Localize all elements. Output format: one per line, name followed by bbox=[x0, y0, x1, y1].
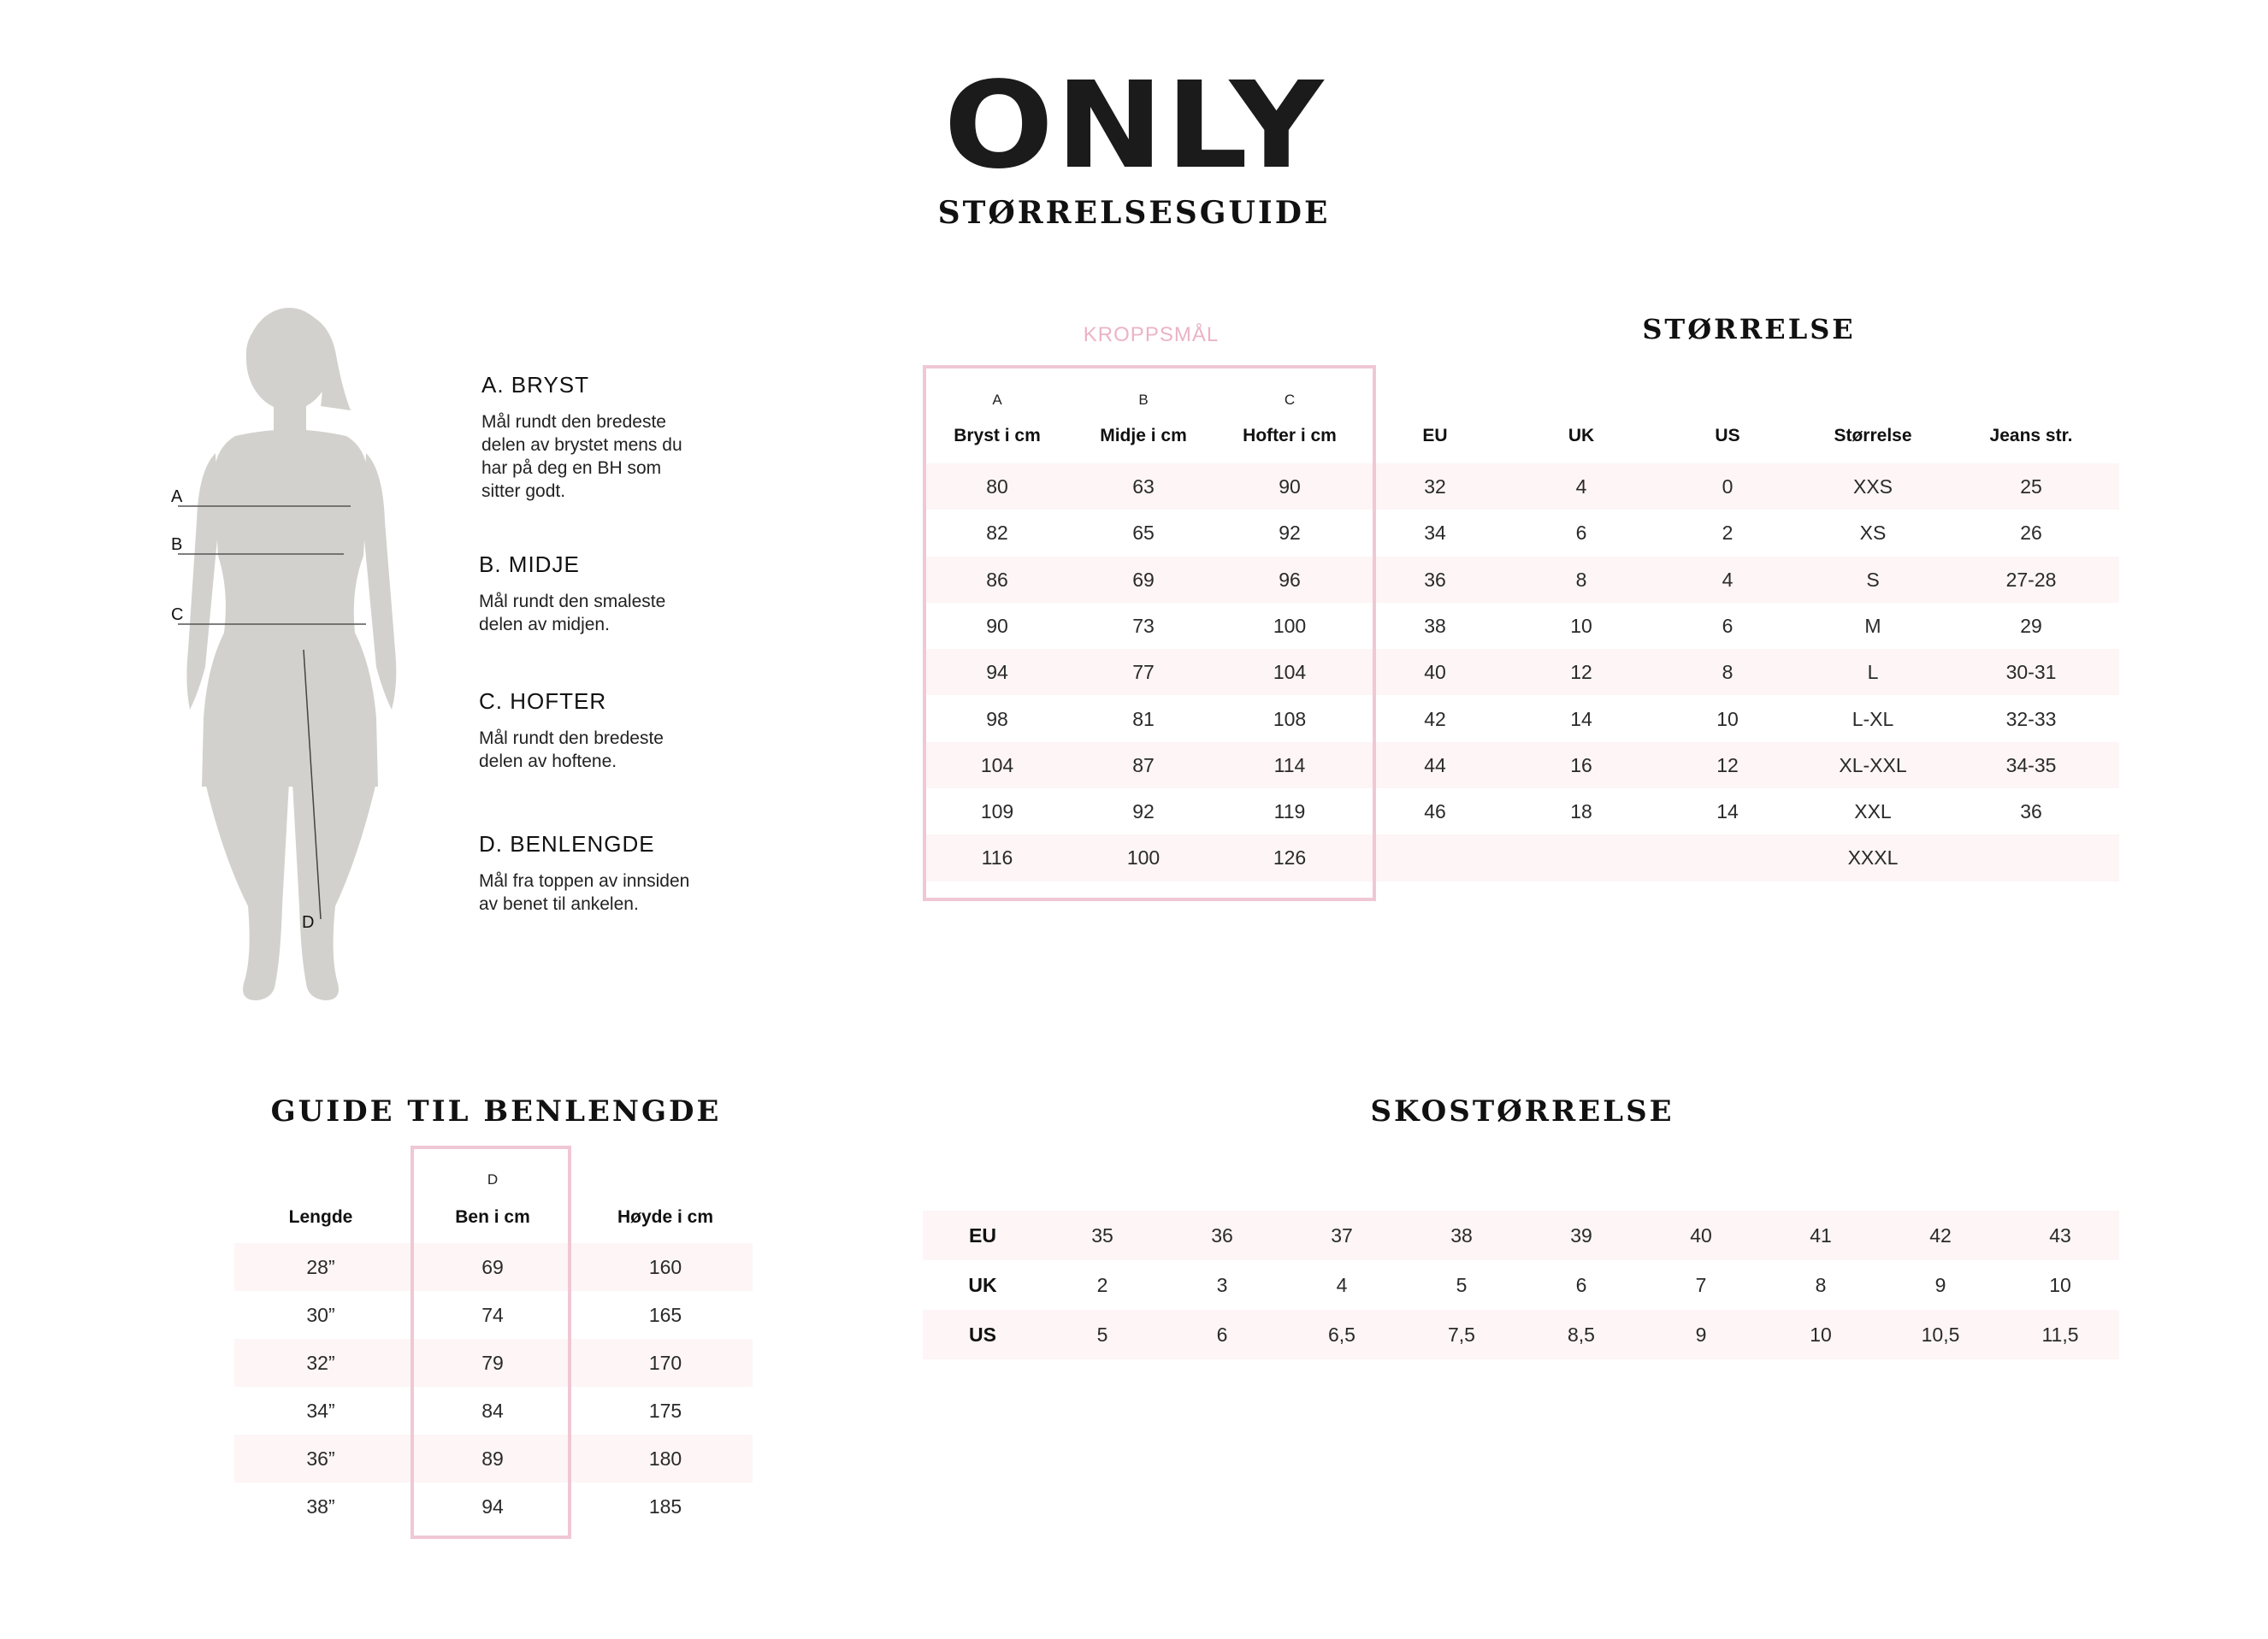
table-cell: 4 bbox=[1336, 1274, 1348, 1296]
measure-title: B. MIDJE bbox=[479, 551, 580, 577]
table-cell: 98 bbox=[986, 707, 1008, 730]
table-cell: 29 bbox=[2020, 614, 2042, 637]
table-cell: 84 bbox=[481, 1400, 504, 1422]
table-cell: 38 bbox=[1450, 1224, 1473, 1247]
table-cell: 180 bbox=[648, 1447, 682, 1470]
table-cell: 175 bbox=[648, 1400, 682, 1422]
table-cell: 39 bbox=[1570, 1224, 1592, 1247]
column-header: Høyde i cm bbox=[617, 1207, 714, 1227]
woman-silhouette-icon bbox=[186, 308, 396, 1000]
table-cell: 16 bbox=[1570, 753, 1592, 776]
table-cell: 80 bbox=[986, 475, 1008, 498]
table-cell: 6 bbox=[1575, 1274, 1587, 1296]
body-measure-label: KROPPSMÅL bbox=[1083, 323, 1220, 346]
table-cell: 41 bbox=[1810, 1224, 1832, 1247]
measure-desc-waist bbox=[479, 551, 753, 636]
table-cell: 10 bbox=[1716, 707, 1739, 730]
table-cell: 32-33 bbox=[2005, 707, 2057, 730]
table-cell: 7 bbox=[1695, 1274, 1707, 1296]
table-cell: 38” bbox=[306, 1495, 335, 1518]
table-cell: 8 bbox=[1815, 1274, 1827, 1296]
table-cell: 6,5 bbox=[1328, 1324, 1355, 1346]
table-cell: 63 bbox=[1132, 475, 1155, 498]
figure-label-d: D bbox=[302, 913, 315, 932]
column-letter: A bbox=[992, 392, 1002, 408]
figure-label-a: A bbox=[171, 487, 183, 506]
table-cell: 4 bbox=[1575, 475, 1587, 498]
column-header: US bbox=[1715, 426, 1740, 445]
table-cell: 8,5 bbox=[1568, 1324, 1595, 1346]
table-cell: 81 bbox=[1132, 707, 1155, 730]
body-silhouette-figure bbox=[154, 308, 428, 1009]
table-cell: 9 bbox=[1934, 1274, 1946, 1296]
measure-title: A. BRYST bbox=[481, 372, 590, 398]
shoe-size-title: SKOSTØRRELSE bbox=[1370, 1094, 1674, 1129]
table-cell: 126 bbox=[1273, 846, 1307, 870]
table-cell: 185 bbox=[648, 1495, 682, 1518]
measure-title: C. HOFTER bbox=[479, 688, 607, 714]
table-cell: 12 bbox=[1716, 753, 1739, 776]
table-cell: 65 bbox=[1132, 522, 1155, 545]
table-cell: 34 bbox=[1424, 522, 1446, 545]
table-cell: 100 bbox=[1126, 846, 1161, 870]
table-cell: 6 bbox=[1722, 614, 1733, 637]
table-cell: 36 bbox=[2020, 800, 2042, 823]
table-cell: 0 bbox=[1722, 475, 1733, 498]
table-cell: 114 bbox=[1273, 753, 1306, 776]
table-cell: 94 bbox=[986, 661, 1008, 684]
measure-text: Mål fra toppen av innsiden av benet til ankelen. bbox=[479, 871, 690, 914]
table-cell: 77 bbox=[1132, 661, 1155, 684]
table-cell: 9 bbox=[1695, 1324, 1707, 1346]
table-cell: 34-35 bbox=[2005, 753, 2057, 776]
table-cell: 8 bbox=[1722, 661, 1733, 684]
table-cell: 104 bbox=[1273, 661, 1307, 684]
table-cell: 10 bbox=[2049, 1274, 2071, 1296]
table-cell: 10 bbox=[1570, 614, 1592, 637]
table-cell: XXS bbox=[1852, 475, 1893, 498]
table-cell: 104 bbox=[980, 753, 1014, 776]
table-cell: 100 bbox=[1273, 614, 1307, 637]
table-cell: 4 bbox=[1722, 568, 1733, 591]
table-cell: 10,5 bbox=[1921, 1324, 1960, 1346]
row-header: UK bbox=[968, 1274, 997, 1296]
table-cell: 35 bbox=[1091, 1224, 1113, 1247]
table-cell: 6 bbox=[1216, 1324, 1228, 1346]
table-cell: 27-28 bbox=[2005, 568, 2057, 591]
table-cell: 42 bbox=[1424, 707, 1446, 730]
table-cell: 40 bbox=[1424, 661, 1446, 684]
table-cell: XXXL bbox=[1847, 846, 1899, 870]
measure-text: Mål rundt den bredeste delen av hoftene. bbox=[479, 728, 664, 771]
table-cell: 42 bbox=[1929, 1224, 1952, 1247]
leg-guide-title: GUIDE TIL BENLENGDE bbox=[270, 1094, 722, 1129]
table-cell: M bbox=[1864, 614, 1881, 637]
column-header: EU bbox=[1422, 426, 1448, 445]
table-cell: 2 bbox=[1722, 522, 1733, 545]
column-header: Bryst i cm bbox=[954, 426, 1041, 445]
table-cell: 37 bbox=[1331, 1224, 1353, 1247]
table-cell: 92 bbox=[1279, 522, 1301, 545]
figure-label-b: B bbox=[171, 535, 183, 554]
table-cell: 40 bbox=[1690, 1224, 1712, 1247]
row-header: EU bbox=[969, 1224, 996, 1247]
table-cell: 5 bbox=[1096, 1324, 1108, 1346]
table-cell: 26 bbox=[2020, 522, 2042, 545]
table-cell: XS bbox=[1859, 522, 1887, 545]
row-header: US bbox=[969, 1324, 996, 1346]
table-cell: 34” bbox=[306, 1400, 335, 1422]
column-header: Midje i cm bbox=[1100, 426, 1187, 445]
table-cell: 108 bbox=[1273, 707, 1307, 730]
table-cell: 30-31 bbox=[2005, 661, 2057, 684]
table-cell: 25 bbox=[2020, 475, 2042, 498]
table-cell: 87 bbox=[1132, 753, 1155, 776]
table-cell: L-XL bbox=[1852, 707, 1894, 730]
column-header: Hofter i cm bbox=[1243, 426, 1337, 445]
table-cell: 11,5 bbox=[2041, 1324, 2079, 1346]
table-cell: 116 bbox=[981, 846, 1013, 870]
table-cell: 3 bbox=[1216, 1274, 1228, 1296]
table-cell: 46 bbox=[1424, 800, 1446, 823]
table-cell: 160 bbox=[648, 1256, 682, 1278]
table-cell: 7,5 bbox=[1448, 1324, 1475, 1346]
table-cell: 69 bbox=[481, 1256, 504, 1278]
table-cell: 73 bbox=[1132, 614, 1155, 637]
column-header: UK bbox=[1568, 426, 1595, 445]
table-cell: 18 bbox=[1570, 800, 1592, 823]
table-cell: XL-XXL bbox=[1839, 753, 1907, 776]
table-cell: 74 bbox=[481, 1304, 504, 1326]
table-cell: 44 bbox=[1424, 753, 1446, 776]
table-cell: 10 bbox=[1810, 1324, 1832, 1346]
table-cell: 96 bbox=[1279, 568, 1301, 591]
table-cell: XXL bbox=[1854, 800, 1892, 823]
table-cell: 170 bbox=[648, 1352, 682, 1374]
table-cell: 69 bbox=[1132, 568, 1155, 591]
measure-desc-hips bbox=[479, 688, 753, 773]
body-measure-frame bbox=[923, 365, 1376, 901]
table-cell: 30” bbox=[306, 1304, 335, 1326]
leg-measure-frame bbox=[410, 1146, 571, 1539]
measure-text: Mål rundt den smaleste delen av midjen. bbox=[479, 592, 666, 634]
table-cell: L bbox=[1867, 661, 1879, 684]
table-cell: 38 bbox=[1424, 614, 1446, 637]
column-header: Jeans str. bbox=[1989, 426, 2073, 445]
table-cell: 165 bbox=[648, 1304, 682, 1326]
page-title: STØRRELSESGUIDE bbox=[937, 195, 1331, 231]
brand-logo-text: ONLY bbox=[942, 56, 1326, 196]
table-cell: 32” bbox=[306, 1352, 335, 1374]
table-cell: 6 bbox=[1575, 522, 1587, 545]
measure-title: D. BENLENGDE bbox=[479, 831, 655, 857]
column-letter: C bbox=[1284, 392, 1296, 408]
table-cell: 32 bbox=[1424, 475, 1446, 498]
column-header: Størrelse bbox=[1834, 426, 1912, 445]
table-cell: 92 bbox=[1132, 800, 1155, 823]
table-cell: 79 bbox=[481, 1352, 504, 1374]
table-cell: 14 bbox=[1716, 800, 1739, 823]
table-cell: 36 bbox=[1424, 568, 1446, 591]
table-cell: 14 bbox=[1570, 707, 1592, 730]
measure-desc-bust bbox=[481, 372, 755, 503]
table-cell: 82 bbox=[986, 522, 1008, 545]
size-section-title: STØRRELSE bbox=[1642, 313, 1856, 345]
table-cell: 36 bbox=[1211, 1224, 1233, 1247]
figure-label-c: C bbox=[171, 605, 184, 624]
table-cell: 43 bbox=[2049, 1224, 2071, 1247]
column-letter: D bbox=[487, 1171, 499, 1188]
table-cell: 90 bbox=[986, 614, 1008, 637]
brand-logo bbox=[0, 56, 2268, 196]
table-cell: 89 bbox=[481, 1447, 504, 1470]
table-cell: 109 bbox=[980, 800, 1014, 823]
table-cell: 12 bbox=[1570, 661, 1592, 684]
table-cell: S bbox=[1866, 568, 1880, 591]
table-cell: 94 bbox=[481, 1495, 504, 1518]
table-cell: 90 bbox=[1279, 475, 1301, 498]
column-letter: B bbox=[1138, 392, 1149, 408]
column-header: Ben i cm bbox=[455, 1207, 530, 1227]
table-cell: 36” bbox=[306, 1447, 335, 1470]
table-cell: 86 bbox=[986, 568, 1008, 591]
measure-desc-leg bbox=[479, 831, 787, 916]
measure-text: Mål rundt den bredeste delen av brystet mens du har på deg en BH som sitter godt. bbox=[481, 412, 682, 501]
table-cell: 2 bbox=[1096, 1274, 1108, 1296]
table-cell: 8 bbox=[1575, 568, 1587, 591]
table-cell: 28” bbox=[306, 1256, 335, 1278]
table-cell: 119 bbox=[1273, 800, 1306, 823]
column-header: Lengde bbox=[288, 1207, 353, 1227]
table-cell: 5 bbox=[1456, 1274, 1468, 1296]
